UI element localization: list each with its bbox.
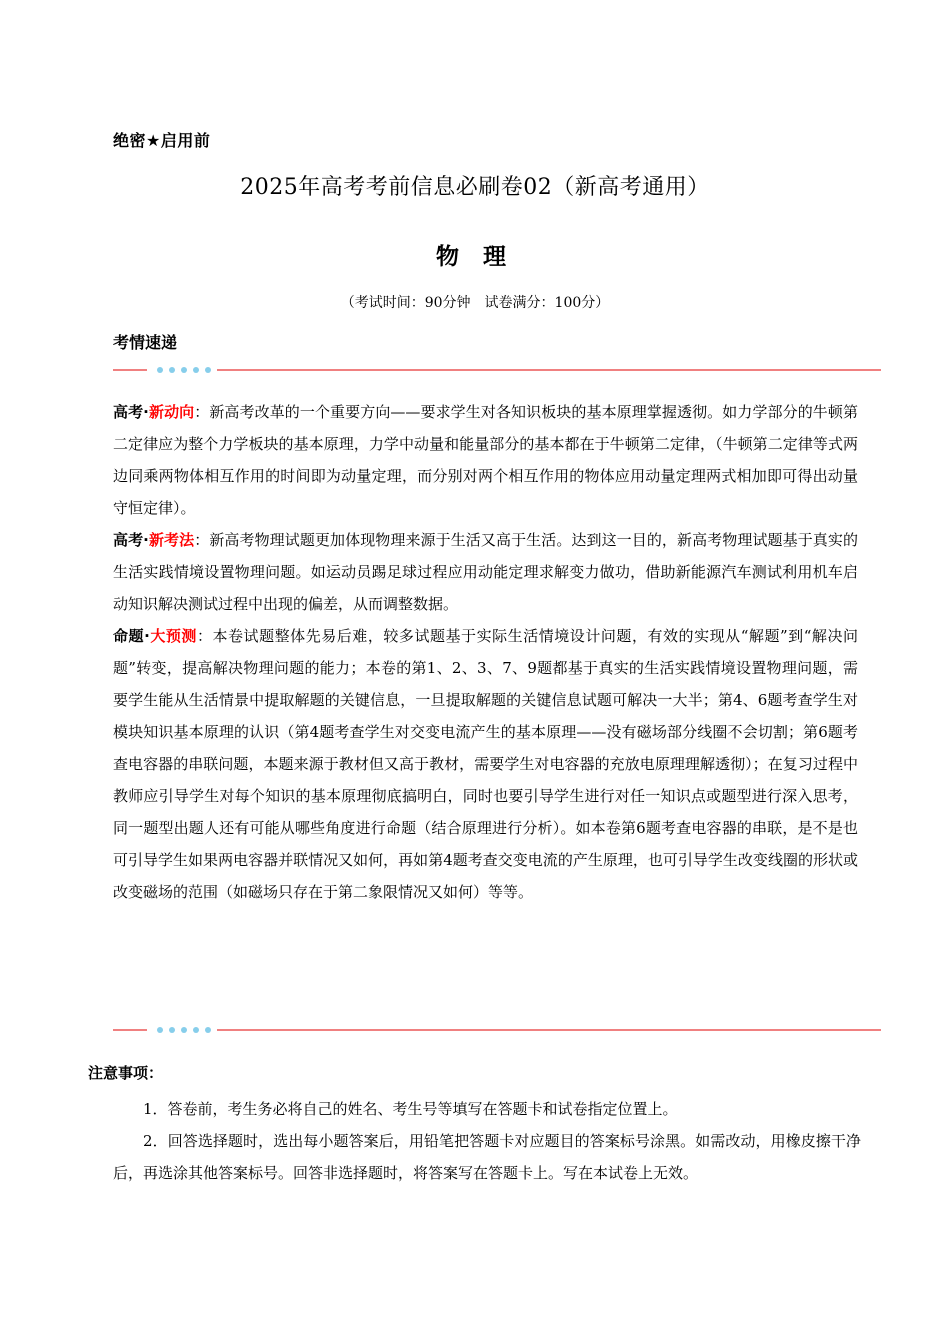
paragraph-text: ：本卷试题整体先易后难，较多试题基于实际生活情境设计问题，有效的实现从“解题”到“解决问题”转变，提高解决物理问题的能力；本卷的第1、2、3、7、9题都基于真实的生活实践情境设置物理问题，需要学生能从生活情景中提取解题的关键信息，一旦提取解题的关键信息试题可解决一大半；第4、6题考查学生对模块知识基本原理的认识（第4题考查学生对交变电流产生的基本原理——没有磁场部分线圈不会切割；第6题考查电容器的串联问题，本题来源于教材但又高于教材，需要学生对电容器的充放电原理理解透彻）；在复习过程中教师应引导学生对每个知识的基本原理彻底搞明白，同时也要引导学生进行对任一知识点或题型进行深入思考，同一题型出题人还有可能从哪些角度进行命题（结合原理进行分析）。如本卷第6题考查电容器的串联，是不是也可引导学生如果两电容器并联情况又如何，再如第4题考查交变电流的产生原理，也可引导学生改变线圈的形状或改变磁场的范围（如磁场只存在于第二象限情况又如何）等等。 — [113, 627, 858, 901]
note-item: 2．回答选择题时，选出每小题答案后，用铅笔把答题卡对应题目的答案标号涂黑。如需改动，用橡皮擦干净后，再选涂其他答案标号。回答非选择题时，将答案写在答题卡上。写在本试卷上无效。 — [113, 1132, 861, 1182]
divider-dots — [157, 366, 211, 374]
divider-top — [113, 364, 881, 376]
paragraph-label — [113, 403, 194, 421]
notes-list — [113, 1093, 861, 1189]
exam-time-score: （考试时间：90分钟 试卷满分：100分） — [340, 295, 610, 311]
paragraph-label — [113, 531, 194, 549]
paragraph-label — [113, 627, 197, 645]
section-heading: 考情速递 — [113, 333, 178, 352]
divider-bottom — [113, 1024, 881, 1036]
divider-dot — [181, 367, 187, 373]
paragraph-new-trend — [113, 396, 858, 524]
subject-title: 物 理 — [435, 244, 514, 270]
label-prefix: 高考· — [113, 403, 149, 421]
divider-dot — [205, 1027, 211, 1033]
divider-dot — [193, 1027, 199, 1033]
divider-dot — [181, 1027, 187, 1033]
notes-heading: 注意事项： — [88, 1064, 164, 1082]
confidential-label: 绝密★启用前 — [113, 131, 211, 150]
divider-dot — [193, 367, 199, 373]
divider-dot — [169, 1027, 175, 1033]
exam-overview-content — [113, 396, 858, 908]
paragraph-prediction — [113, 620, 858, 908]
divider-line — [217, 369, 881, 371]
divider-dot — [169, 367, 175, 373]
label-highlight: 大预测 — [149, 627, 197, 645]
divider-line — [113, 369, 147, 371]
paragraph-text: ：新高考物理试题更加体现物理来源于生活又高于生活。达到这一目的，新高考物理试题基于真实的生活实践情境设置物理问题。如运动员踢足球过程应用动能定理求解变力做功，借助新能源汽车测试利用机车启动知识解决测试过程中出现的偏差，从而调整数据。 — [113, 531, 858, 613]
label-highlight: 新考法 — [148, 531, 195, 549]
divider-dot — [157, 367, 163, 373]
divider-dot — [205, 367, 211, 373]
divider-line — [113, 1029, 147, 1031]
label-prefix: 命题· — [113, 627, 150, 645]
exam-title: 2025年高考考前信息必刷卷02（新高考通用） — [240, 175, 710, 200]
label-prefix: 高考· — [113, 531, 149, 549]
divider-dots — [157, 1026, 211, 1034]
note-item: 1．答卷前，考生务必将自己的姓名、考生号等填写在答题卡和试卷指定位置上。 — [143, 1100, 678, 1118]
divider-dot — [157, 1027, 163, 1033]
divider-line — [217, 1029, 881, 1031]
paragraph-new-method — [113, 524, 858, 620]
label-highlight: 新动向 — [148, 403, 195, 421]
paragraph-text: ：新高考改革的一个重要方向——要求学生对各知识板块的基本原理掌握透彻。如力学部分的牛顿第二定律应为整个力学板块的基本原理，力学中动量和能量部分的基本都在于牛顿第二定律，（牛顿第二定律等式两边同乘两物体相互作用的时间即为动量定理，而分别对两个相互作用的物体应用动量定理两式相加即可得出动量守恒定律）。 — [113, 403, 858, 517]
